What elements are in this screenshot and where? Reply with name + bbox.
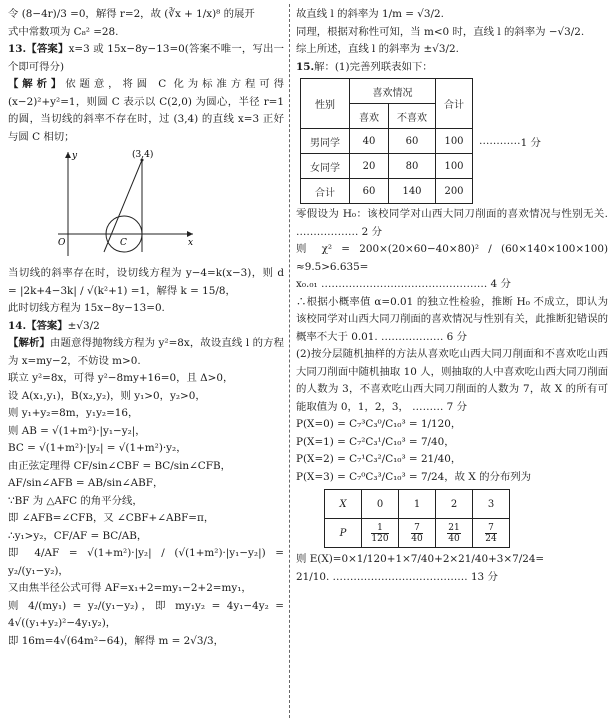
score-mark: 6 分 (446, 330, 467, 343)
point-label: (3,4) (132, 150, 154, 160)
y-axis-arrow (65, 152, 71, 158)
text-line: ∵BF 为 △AFC 的角平分线， (8, 494, 143, 507)
text-line: x₀.₀₁ ………………………………………… 4 分 (296, 278, 511, 290)
table-cell: X (325, 490, 362, 519)
table-cell: P (325, 519, 362, 548)
table-cell: 100 (436, 129, 473, 154)
circle-tangent-diagram (48, 148, 198, 258)
question-15 (296, 59, 608, 77)
answer-text: x=3 或 15x−8y−13=0(答案不唯一，写出一个即可得分) (8, 43, 285, 73)
analysis-tag: 【解析】 (8, 337, 51, 349)
text-line: 由正弦定理得 CF/sin∠CBF = BC/sin∠CFB， (8, 459, 231, 472)
question-number: 14. (8, 319, 27, 332)
table-cell: 20 (350, 154, 389, 179)
score-mark: 1 分 (520, 136, 541, 149)
table-cell: 2 (436, 490, 473, 519)
question-number: 13. (8, 43, 27, 55)
text-line: 则 χ² = 200×(20×60−40×80)² / (60×140×100×100) ≈9.5>6.635= (296, 243, 608, 273)
y-axis-label: y (72, 151, 78, 161)
text-line: 即 4/AF = √(1+m²)·|y₂| / (√(1+m²)·|y₁−y₂|) = y₂/(y₁−y₂)， (8, 547, 284, 577)
text-line: P(X=3) = C₇⁰C₃³/C₁₀³ = 7/24，故 X 的分布列为 (296, 470, 532, 483)
x-axis-label: x (188, 238, 194, 248)
table-cell: 男同学 (301, 129, 350, 154)
text-line: 即 ∠AFB=∠CFB，又 ∠CBF+∠ABF=π， (8, 512, 215, 524)
fraction-denominator: 24 (485, 533, 497, 544)
text-line: 综上所述，直线 l 的斜率为 ±√3/2. (296, 43, 459, 55)
text-line: 则 AB = √(1+m²)·|y₁−y₂|， (8, 424, 146, 437)
left-column (8, 6, 284, 650)
table-row (325, 490, 510, 519)
text-line: 同理，根据对称性可知，当 m<0 时，直线 l 的斜率为 −√3/2. (296, 25, 585, 38)
table-header: 喜欢情况 (350, 79, 436, 104)
table-cell: 女同学 (301, 154, 350, 179)
text-line: 令 (8−4r)/3 =0，解得 r=2，故 (∛x + 1/x)⁸ 的展开 (8, 8, 255, 20)
table-cell: 200 (436, 179, 473, 204)
contingency-table (300, 78, 473, 204)
text-span: ∴根据小概率值 α=0.01 的独立性检验，推断 H₀ 不成立，即认为该校同学对山西大同刀削面的喜欢情况与性别有关，此推断犯错误的概率不大于 0.01. (296, 295, 608, 343)
center-label: C (120, 238, 127, 248)
table-cell (473, 519, 510, 548)
score-mark: 2 分 (361, 225, 382, 238)
text-line: 则 E(X)=0×1/120+1×7/40+2×21/40+3×7/24= (296, 553, 545, 565)
text-line: (2)按分层随机抽样的方法从喜欢吃山西大同刀削面和不喜欢吃山西大同刀削面中随机抽取 10 人，则抽取的人中喜欢吃山西大同刀削面的人数为 3，不喜欢吃山西大同刀削面的人数为 7，故 X 的所有可能取值为 0，1，2，3， ……… 7 分 (296, 348, 608, 413)
question-13 (8, 41, 284, 76)
analysis-tag: 【解析】 (8, 78, 66, 90)
table-cell: 3 (473, 490, 510, 519)
fraction-denominator: 40 (448, 533, 460, 544)
table-cell: 合计 (301, 179, 350, 204)
text-line: 21/10. ………………………………… 13 分 (296, 570, 498, 583)
text-span: 21/10. (296, 570, 330, 583)
answer-tag: 【答案】 (26, 43, 69, 55)
text-line: P(X=2) = C₇¹C₃²/C₁₀³ = 21/40， (296, 453, 462, 465)
table-cell (362, 519, 399, 548)
table-cell: 1 (399, 490, 436, 519)
table-cell: 40 (350, 129, 389, 154)
right-column (296, 6, 608, 586)
fraction-numerator: 7 (485, 523, 496, 534)
question-14 (8, 318, 284, 336)
text-line: ∴y₁>y₂，CF/AF = BC/AB， (8, 529, 148, 542)
text-line: 又由焦半径公式可得 AF=x₁+2=my₁−2+2=my₁， (8, 582, 252, 594)
text-line: 联立 y²=8x，可得 y²−8my+16=0，且 Δ>0， (8, 372, 234, 384)
fraction-denominator: 120 (371, 533, 389, 544)
table-cell: 60 (389, 129, 436, 154)
table-cell: 100 (436, 154, 473, 179)
text-line: 此时切线方程为 15x−8y−13=0. (8, 302, 165, 314)
question-intro: 解：(1)完善列联表如下： (314, 60, 433, 73)
distribution-table (324, 489, 510, 548)
table-row (301, 154, 473, 179)
table-header: 喜欢 (350, 104, 389, 129)
table-row (301, 129, 473, 154)
analysis-13 (8, 76, 284, 146)
text-line: 故直线 l 的斜率为 1/m = √3/2. (296, 8, 444, 20)
text-line: 零假设为 H₀：该校同学对山西大同刀削面的喜欢情况与性别无关. ……………… 2 分 (296, 208, 608, 238)
table-cell: 140 (389, 179, 436, 204)
text-line: 即 16m=4√(64m²−64)，解得 m = 2√3/3， (8, 634, 224, 647)
fraction-numerator: 7 (411, 523, 422, 534)
column-divider (289, 4, 290, 718)
origin-label: O (58, 238, 66, 248)
answer-text: ±√3/2 (67, 319, 100, 332)
fraction-numerator: 21 (448, 522, 460, 533)
text-span: x₀.₀₁ (296, 278, 318, 290)
table-cell: 60 (350, 179, 389, 204)
text-line: P(X=0) = C₇³C₃⁰/C₁₀³ = 1/120， (296, 418, 462, 430)
text-line: BC = √(1+m²)·|y₂| = √(1+m²)·y₂， (8, 442, 187, 454)
analysis-text: 依题意，将圆 C 化为标准方程可得 (x−2)²+y²=1，则圆 C 表示以 C(2,0) 为圆心，半径 r=1 的圆，当切线的斜率不存在时，过 (3,4) 的直线 x=3 正好与圆 C 相切； (8, 78, 284, 143)
question-number: 15. (296, 60, 315, 73)
text-line: 则 4/(my₁) = y₂/(y₁−y₂)，即 my₁y₂ = 4y₁−4y₂ = 4√((y₁+y₂)²−4y₁y₂)， (8, 599, 284, 629)
text-span: (2)按分层随机抽样的方法从喜欢吃山西大同刀削面和不喜欢吃山西大同刀削面中随机抽取 10 人，则抽取的人中喜欢吃山西大同刀削面的人数为 3，不喜欢吃山西大同刀削面的人数为 7，故 X 的所有可能取值为 0，1，2，3， (296, 348, 608, 413)
score-mark: 13 分 (470, 570, 498, 583)
fraction-denominator: 40 (411, 533, 423, 544)
x-axis-arrow (187, 231, 193, 237)
contingency-table-row: 性别 喜欢情况 合计 喜欢 不喜欢 男同学 40 60 100 女同学 20 80 100 合计 60 140 200 ………… 1 分 (296, 76, 608, 206)
table-cell: 80 (389, 154, 436, 179)
text-line: 当切线的斜率存在时，设切线方程为 y−4=k(x−3)，则 d = |2k+4−3k| / √(k²+1) =1，解得 k = 15/8， (8, 267, 284, 297)
text-span: 零假设为 H₀：该校同学对山西大同刀削面的喜欢情况与性别无关. (296, 208, 608, 220)
analysis-14 (8, 335, 284, 370)
text-line: 式中常数项为 C₈² =28. (8, 25, 119, 38)
text-line: 则 y₁+y₂=8m，y₁y₂=16， (8, 407, 139, 419)
text-line: P(X=1) = C₇²C₃¹/C₁₀³ = 7/40， (296, 435, 455, 448)
text-line: ∴根据小概率值 α=0.01 的独立性检验，推断 H₀ 不成立，即认为该校同学对山西大同刀削面的喜欢情况与性别有关，此推断犯错误的概率不大于 0.01. ……………… 6 分 (296, 295, 608, 343)
table-row (301, 179, 473, 204)
score-mark: 7 分 (446, 400, 467, 413)
table-header: 合计 (436, 79, 473, 129)
table-row (325, 519, 510, 548)
fraction-numerator: 1 (371, 523, 388, 534)
table-header: 性别 (301, 79, 350, 129)
text-line: AF/sin∠AFB = AB/sin∠ABF， (8, 477, 164, 489)
analysis-text: 由题意得抛物线方程为 y²=8x，故设直线 l 的方程为 x=my−2，不妨设 m>0. (8, 337, 285, 367)
score-mark: 4 分 (490, 278, 511, 290)
table-cell (436, 519, 473, 548)
answer-tag: 【答案】 (26, 319, 68, 332)
text-line: 设 A(x₁,y₁)，B(x₂,y₂)，则 y₁>0，y₂>0， (8, 389, 206, 402)
table-cell (399, 519, 436, 548)
table-header: 不喜欢 (389, 104, 436, 129)
table-cell: 0 (362, 490, 399, 519)
